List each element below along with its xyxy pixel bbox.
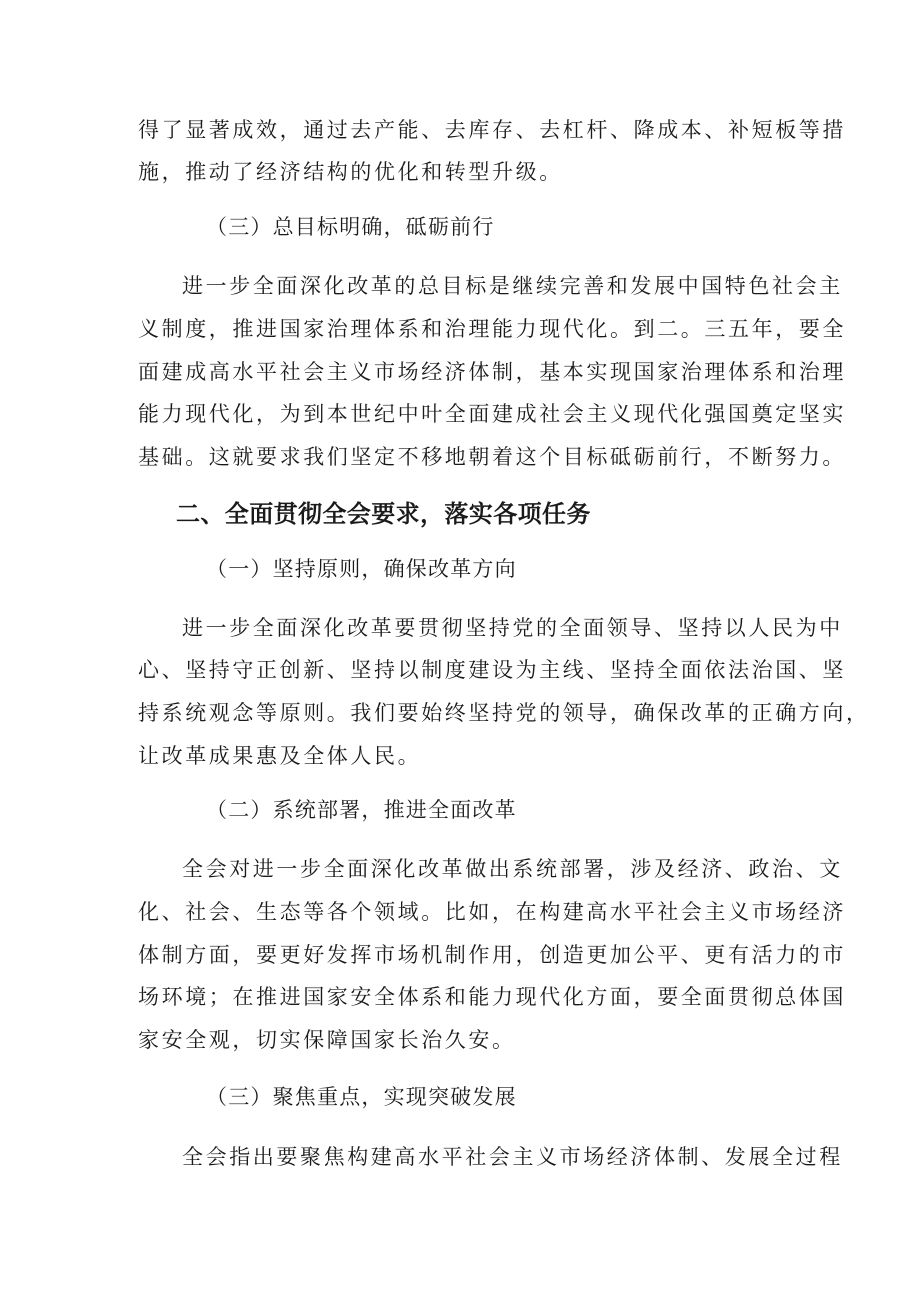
sub-heading: （二）系统部署，推进全面改革 <box>206 798 517 822</box>
paragraph-line: 场环境；在推进国家安全体系和能力现代化方面，要全面贯彻总体国 <box>138 985 846 1009</box>
paragraph-line: 家安全观，切实保障国家长治久安。 <box>138 1028 516 1052</box>
sub-heading: （三）总目标明确，砥砺前行 <box>206 215 495 239</box>
paragraph-line: 基础。这就要求我们坚定不移地朝着这个目标砥砺前行，不断努力。 <box>138 445 846 469</box>
paragraph-line: 进一步全面深化改革的总目标是继续完善和发展中国特色社会主 <box>182 274 843 298</box>
section-heading: 二、全面贯彻全会要求，落实各项任务 <box>176 500 591 528</box>
paragraph-line: 心、坚持守正创新、坚持以制度建设为主线、坚持全面依法治国、坚 <box>138 658 846 682</box>
paragraph-line: 全会对进一步全面深化改革做出系统部署，涉及经济、政治、文 <box>182 857 843 881</box>
paragraph-line: 化、社会、生态等各个领域。比如，在构建高水平社会主义市场经济 <box>138 900 846 924</box>
paragraph-line: 让改革成果惠及全体人民。 <box>138 744 422 768</box>
sub-heading: （三）聚焦重点，实现突破发展 <box>206 1085 517 1109</box>
paragraph-line: 义制度，推进国家治理体系和治理能力现代化。到二。三五年，要全 <box>138 317 846 341</box>
paragraph-line: 面建成高水平社会主义市场经济体制，基本实现国家治理体系和治理 <box>138 360 846 384</box>
paragraph-line: 得了显著成效，通过去产能、去库存、去杠杆、降成本、补短板等措 <box>138 118 846 142</box>
paragraph-line: 进一步全面深化改革要贯彻坚持党的全面领导、坚持以人民为中 <box>182 616 843 640</box>
sub-heading: （一）坚持原则，确保改革方向 <box>206 557 517 581</box>
paragraph-line: 施，推动了经济结构的优化和转型升级。 <box>138 160 563 184</box>
paragraph-line: 体制方面，要更好发挥市场机制作用，创造更加公平、更有活力的市 <box>138 943 846 967</box>
paragraph-line: 全会指出要聚焦构建高水平社会主义市场经济体制、发展全过程 <box>182 1145 843 1169</box>
paragraph-line: 持系统观念等原则。我们要始终坚持党的领导，确保改革的正确方向， <box>138 701 870 725</box>
paragraph-line: 能力现代化，为到本世纪中叶全面建成社会主义现代化强国奠定坚实 <box>138 402 846 426</box>
